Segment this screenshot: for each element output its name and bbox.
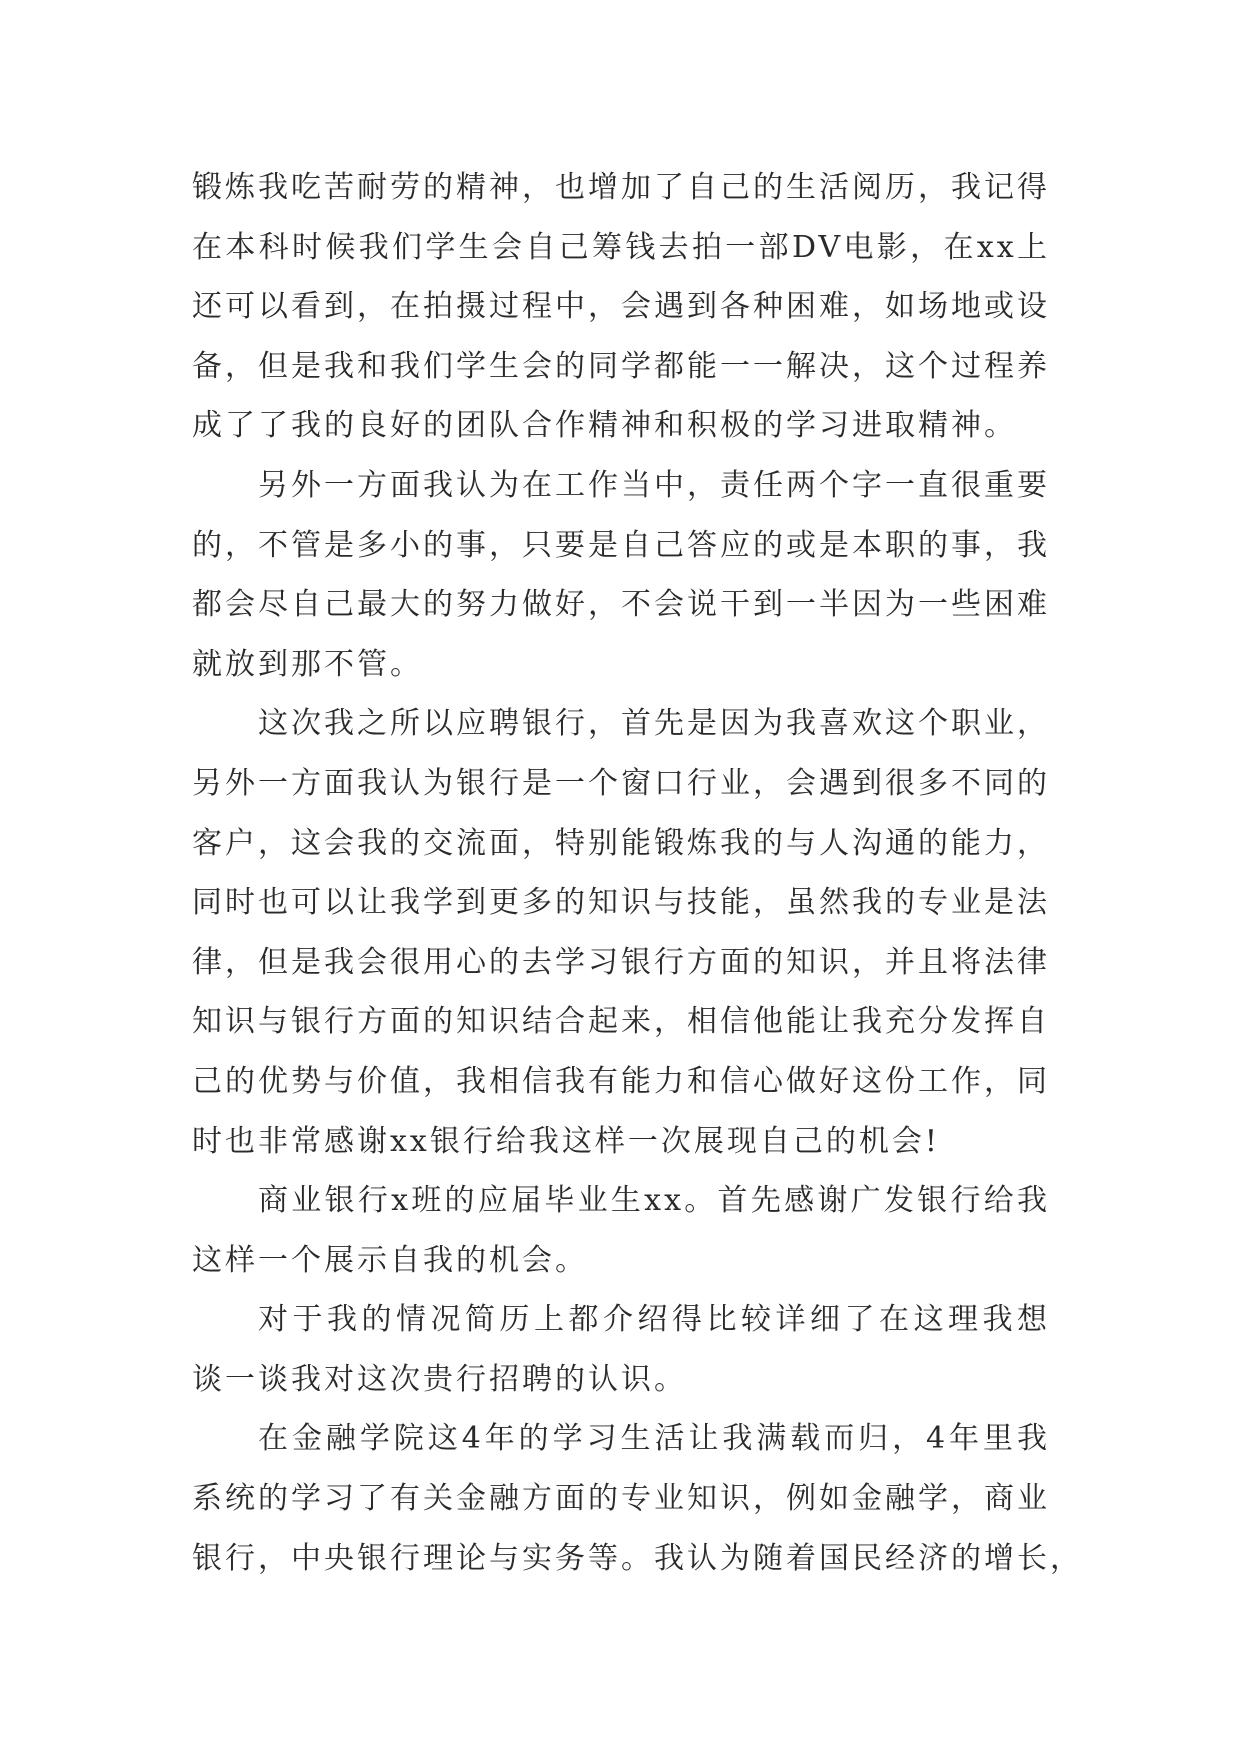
text-line: 还可以看到，在拍摄过程中，会遇到各种困难，如场地或设	[192, 289, 1050, 325]
paragraph-start-line: 对于我的情况简历上都介绍得比较详细了在这理我想	[258, 1302, 1050, 1338]
text-line: 律，但是我会很用心的去学习银行方面的知识，并且将法律	[192, 944, 1050, 980]
text-line: 时也非常感谢xx银行给我这样一次展现自己的机会!	[192, 1123, 940, 1159]
text-line: 的，不管是多小的事，只要是自己答应的或是本职的事，我	[192, 527, 1050, 563]
text-line: 客户，这会我的交流面，特别能锻炼我的与人沟通的能力，	[192, 825, 1050, 861]
text-line: 谈一谈我对这次贵行招聘的认识。	[192, 1361, 687, 1397]
paragraph-start-line: 这次我之所以应聘银行，首先是因为我喜欢这个职业，	[258, 706, 1050, 742]
paragraph-start-line: 另外一方面我认为在工作当中，责任两个字一直很重要	[258, 467, 1050, 503]
text-line: 备，但是我和我们学生会的同学都能一一解决，这个过程养	[192, 348, 1050, 384]
text-line: 银行，中央银行理论与实务等。我认为随着国民经济的增长，	[192, 1540, 1083, 1576]
text-line: 另外一方面我认为银行是一个窗口行业，会遇到很多不同的	[192, 765, 1050, 801]
text-line: 系统的学习了有关金融方面的专业知识，例如金融学，商业	[192, 1481, 1050, 1517]
text-line: 锻炼我吃苦耐劳的精神，也增加了自己的生活阅历，我记得	[192, 170, 1050, 205]
text-line: 都会尽自己最大的努力做好，不会说干到一半因为一些困难	[192, 587, 1050, 623]
document-body	[192, 158, 1083, 1588]
text-line: 就放到那不管。	[192, 646, 423, 682]
text-line: 己的优势与价值，我相信我有能力和信心做好这份工作，同	[192, 1063, 1050, 1099]
text-line: 知识与银行方面的知识结合起来，相信他能让我充分发挥自	[192, 1004, 1050, 1040]
paragraph-start-line: 在金融学院这4年的学习生活让我满载而归，4年里我	[258, 1421, 1050, 1457]
text-line: 这样一个展示自我的机会。	[192, 1242, 588, 1278]
text-line: 同时也可以让我学到更多的知识与技能，虽然我的专业是法	[192, 885, 1050, 921]
paragraph-start-line: 商业银行x班的应届毕业生xx。首先感谢广发银行给我	[258, 1183, 1050, 1219]
text-line: 在本科时候我们学生会自己筹钱去拍一部DV电影，在xx上	[192, 229, 1050, 265]
text-line: 成了了我的良好的团队合作精神和积极的学习进取精神。	[192, 408, 1017, 444]
